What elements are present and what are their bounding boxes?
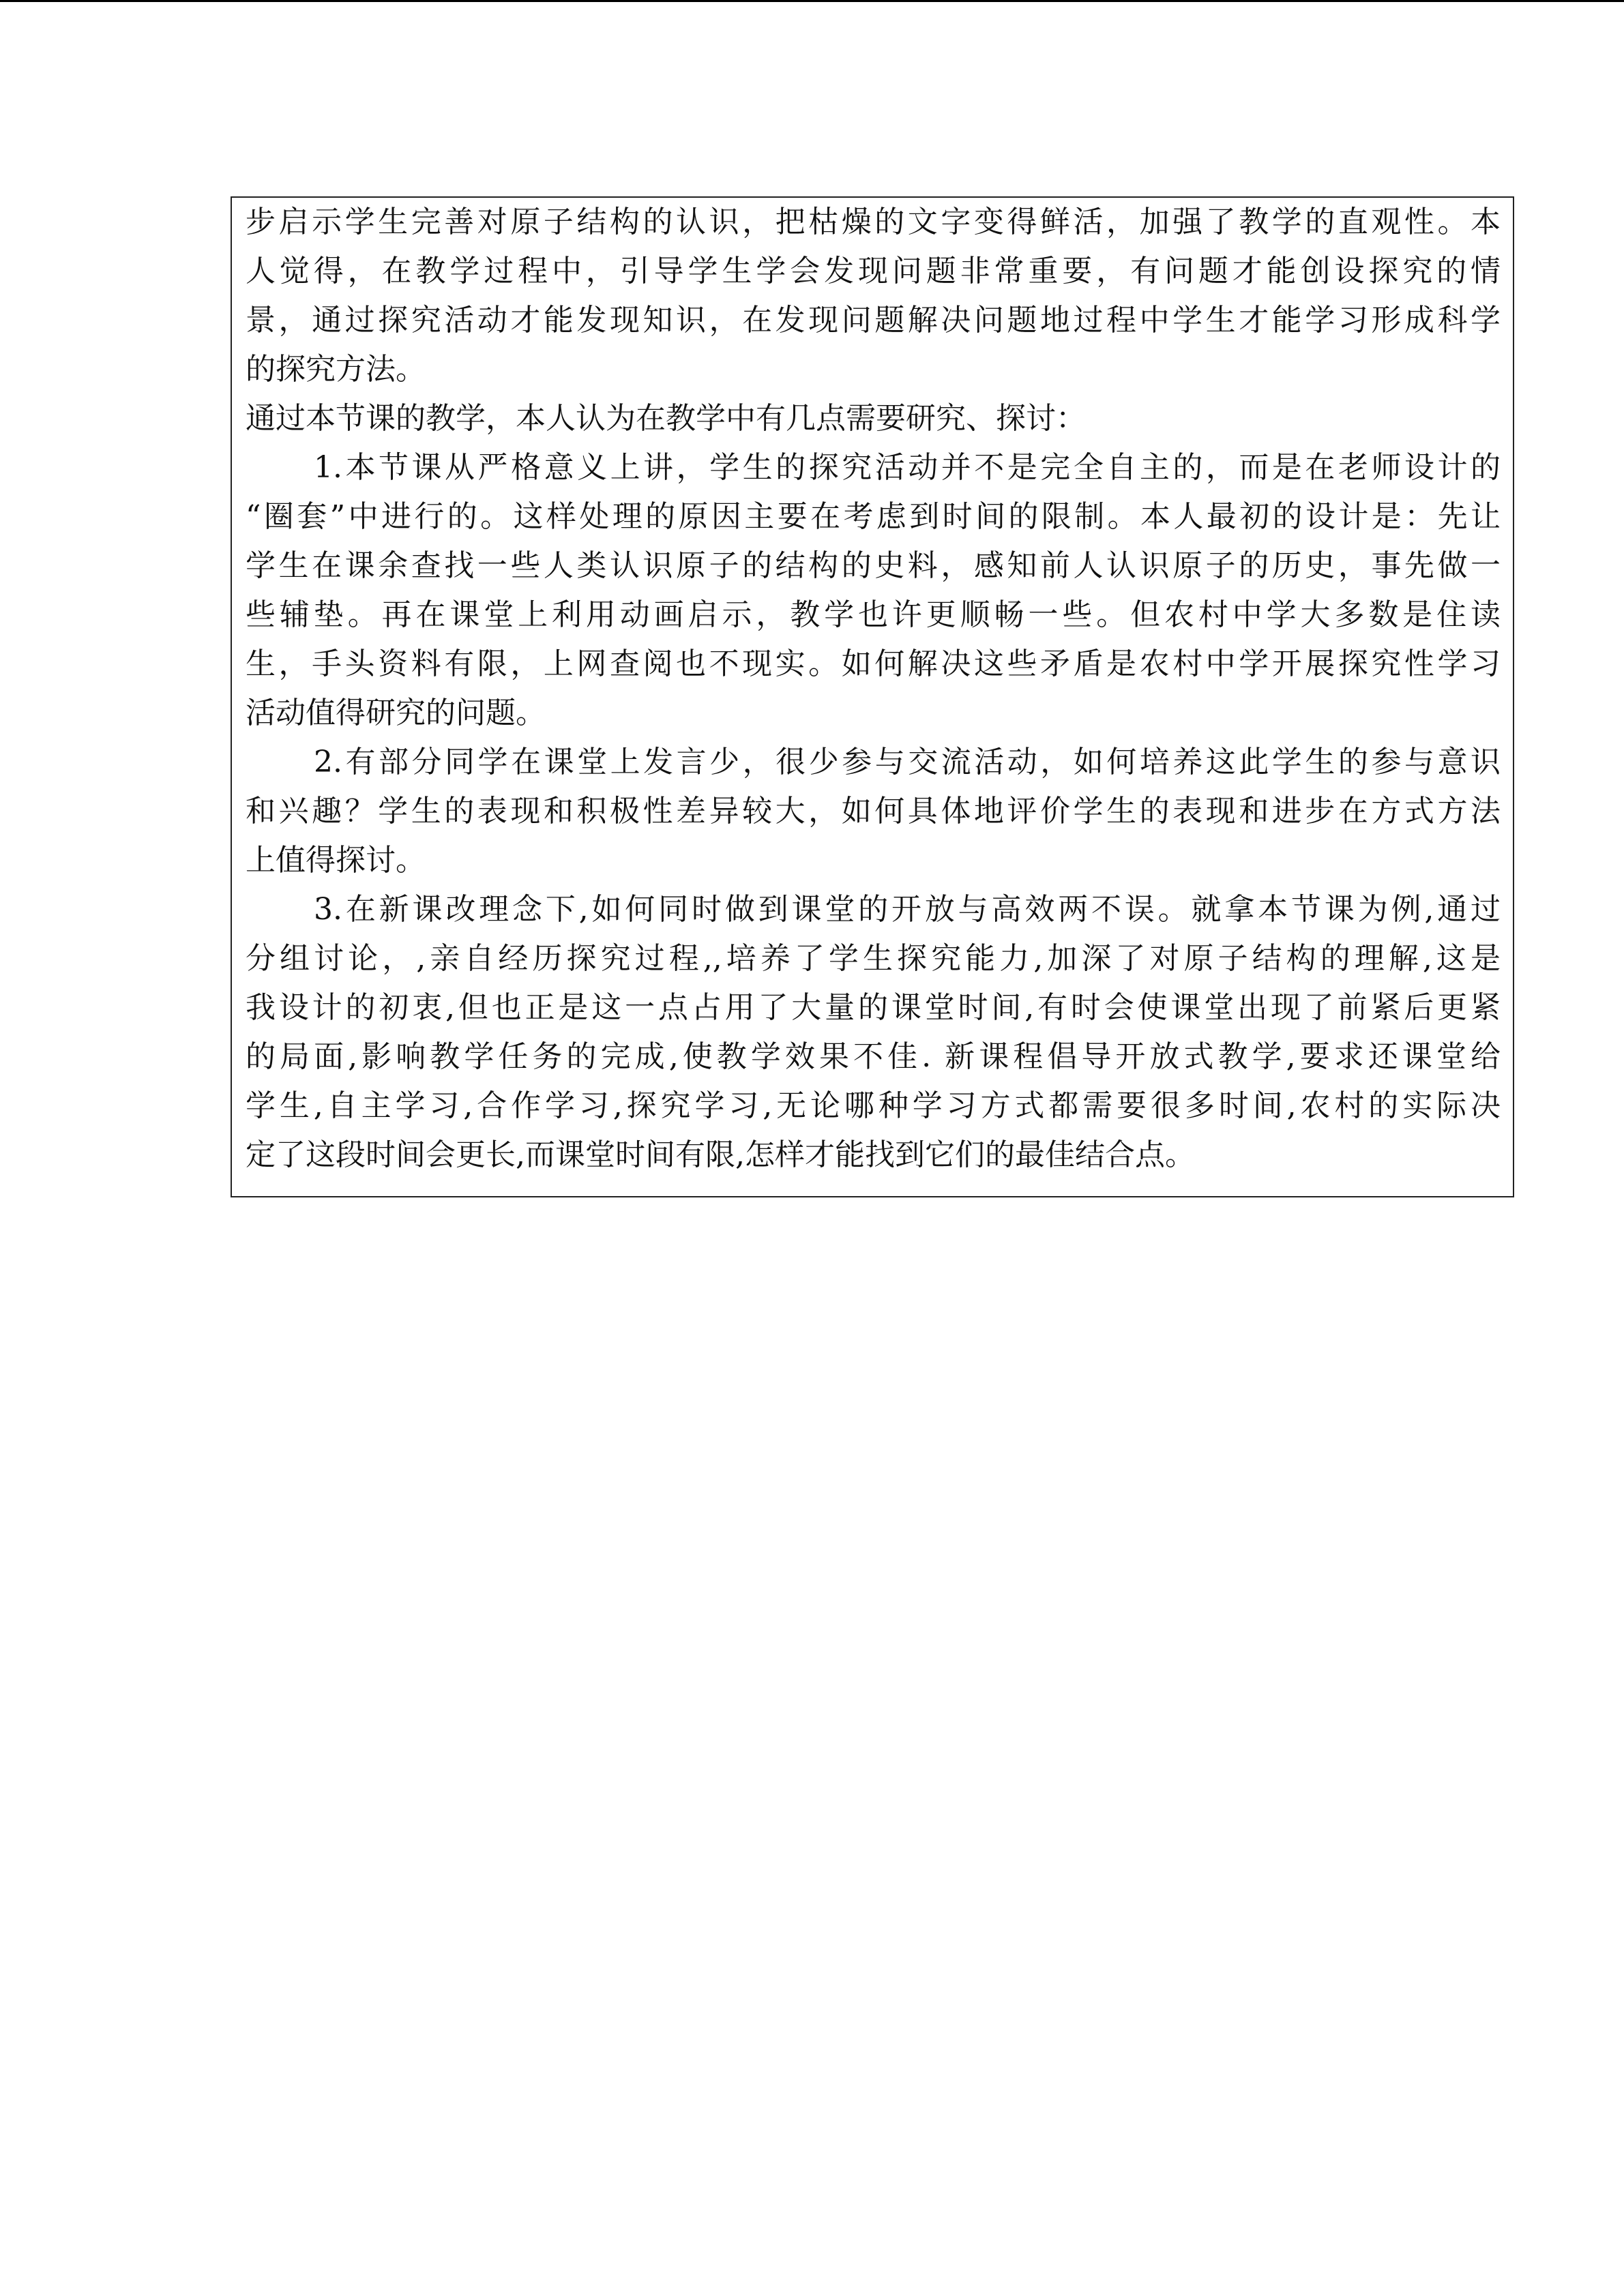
text-line-11: 活动值得研究的问题。 <box>246 696 546 730</box>
reflection-text-box <box>231 196 1514 1197</box>
text-line-1: 步启示学生完善对原子结构的认识，把枯燥的文字变得鲜活，加强了教学的直观性。本 <box>246 205 1501 239</box>
text-line-6: 1.本节课从严格意义上讲，学生的探究活动并不是完全自主的，而是在老师设计的 <box>314 450 1501 485</box>
text-line-5: 通过本节课的教学，本人认为在教学中有几点需要研究、探讨： <box>246 401 1086 436</box>
text-line-4: 的探究方法。 <box>246 352 426 387</box>
text-line-15: 3.在新课改理念下,如何同时做到课堂的开放与高效两不误。就拿本节课为例,通过 <box>314 892 1501 927</box>
text-line-7: “圈套”中进行的。这样处理的原因主要在考虑到时间的限制。本人最初的设计是：先让 <box>246 499 1501 534</box>
text-line-18: 的局面,影响教学任务的完成,使教学效果不佳. 新课程倡导开放式教学,要求还课堂给 <box>246 1039 1501 1074</box>
text-line-16: 分组讨论，,亲自经历探究过程,,培养了学生探究能力,加深了对原子结构的理解,这是 <box>246 941 1501 976</box>
text-line-14: 上值得探讨。 <box>246 843 426 878</box>
text-line-10: 生，手头资料有限，上网查阅也不现实。如何解决这些矛盾是农村中学开展探究性学习 <box>246 646 1501 681</box>
text-line-8: 学生在课余查找一些人类认识原子的结构的史料，感知前人认识原子的历史，事先做一 <box>246 548 1501 583</box>
text-line-9: 些辅垫。再在课堂上利用动画启示，教学也许更顺畅一些。但农村中学大多数是住读 <box>246 597 1501 632</box>
text-line-17: 我设计的初衷,但也正是这一点占用了大量的课堂时间,有时会使课堂出现了前紧后更紧 <box>246 990 1501 1025</box>
page-top-border <box>0 0 1624 2</box>
text-line-12: 2.有部分同学在课堂上发言少，很少参与交流活动，如何培养这此学生的参与意识 <box>314 745 1501 779</box>
text-line-3: 景，通过探究活动才能发现知识，在发现问题解决问题地过程中学生才能学习形成科学 <box>246 303 1501 338</box>
text-line-19: 学生,自主学习,合作学习,探究学习,无论哪种学习方式都需要很多时间,农村的实际决 <box>246 1088 1501 1123</box>
text-line-20: 定了这段时间会更长,而课堂时间有限,怎样才能找到它们的最佳结合点。 <box>246 1137 1195 1172</box>
text-line-2: 人觉得，在教学过程中，引导学生学会发现问题非常重要，有问题才能创设探究的情 <box>246 254 1501 288</box>
text-line-13: 和兴趣？学生的表现和积极性差异较大，如何具体地评价学生的表现和进步在方式方法 <box>246 794 1501 829</box>
